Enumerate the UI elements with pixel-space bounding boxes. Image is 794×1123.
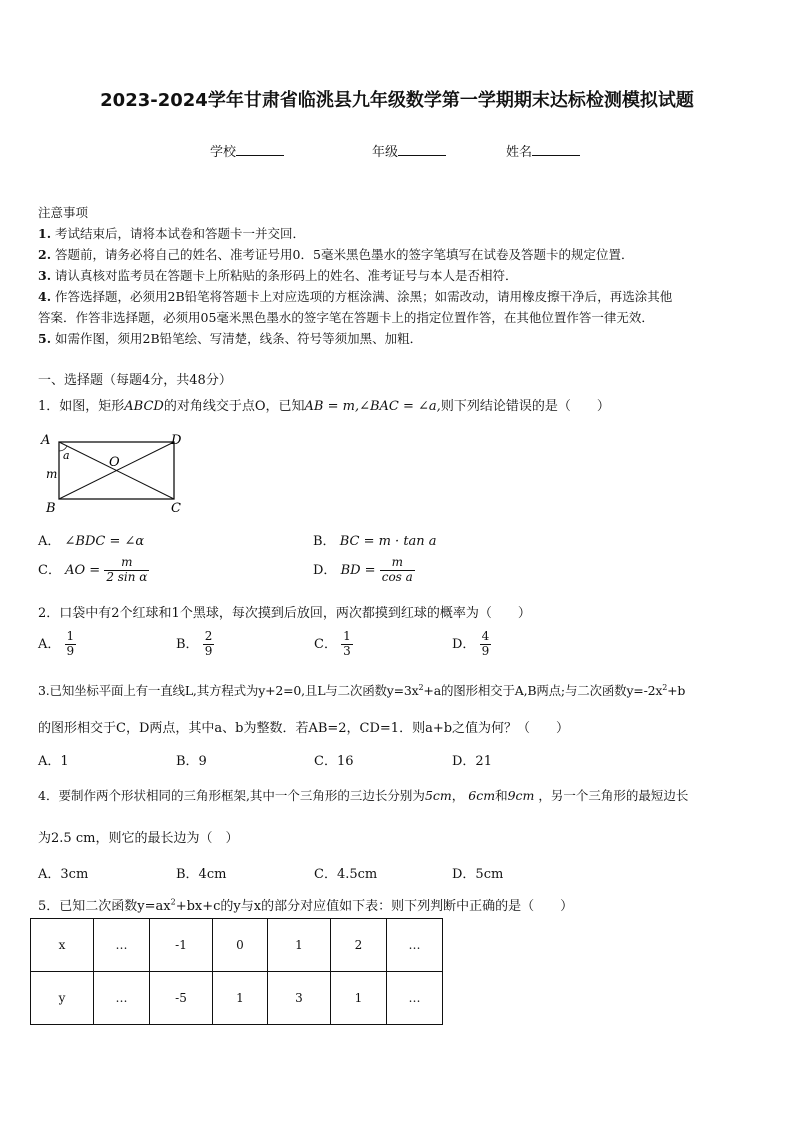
q5-text: +bx+c的y与x的部分对应值如下表：则下列判断中正确的是（ ） [175,899,574,914]
option-label: B． [313,534,336,549]
option-label: C． [314,636,337,652]
q1-text-c: 则下列结论错误的是（ ） [440,399,610,414]
q2-option-c[interactable] [314,630,353,659]
option-label: D． [452,636,476,652]
option-label: C． [38,562,61,578]
name-label: 姓名 [506,145,533,160]
denominator: 9 [66,643,75,658]
table-cell: x [31,919,94,972]
q3-text: +a的图形相交于A,B两点;与二次函数y=-2x [423,683,663,698]
table-cell: … [387,919,443,972]
q3-option-a[interactable]: A．1 [38,754,69,769]
school-field [210,141,284,160]
note-item [38,266,518,284]
q4-text: 4．要制作两个形状相同的三角形框架,其中一个三角形的三边长分别为 [38,788,425,803]
q4-option-d[interactable]: D．5cm [452,867,504,882]
side-length: 5cm [424,788,452,803]
question-4-line-1 [38,786,688,804]
table-cell: 2 [331,919,387,972]
fraction [203,630,215,659]
school-blank[interactable] [236,143,284,156]
grade-label: 年级 [372,145,399,160]
fraction [480,630,492,659]
table-cell: … [94,919,150,972]
question-1 [38,395,610,414]
grade-blank[interactable] [398,143,446,156]
numerator: 1 [66,629,75,643]
denominator: 9 [204,643,213,658]
fraction [104,556,149,585]
table-cell: -5 [150,972,213,1025]
table-row [31,919,443,972]
superscript: 2 [170,897,176,907]
note-number: 5. [38,331,52,346]
label-b: B [46,501,56,516]
denominator: 2 sin α [106,569,148,584]
grade-field [372,141,446,160]
option-label: A． [38,636,61,652]
q5-text: 5．已知二次函数y=ax [38,899,171,914]
label-alpha: a [63,449,70,462]
note-text: 答题前，请务必将自己的姓名、准考证号用0．5毫米黑色墨水的签字笔填写在试卷及答题卡的规定位置． [55,247,634,262]
q2-option-a[interactable] [38,630,76,659]
question-3-line-2: 的图形相交于C，D两点，其中a、b为整数．若AB=2，CD=1．则a+b之值为何？（ ） [38,721,570,736]
q4-option-c[interactable]: C．4.5cm [314,867,378,882]
table-cell: -1 [150,919,213,972]
option-lhs: BD = [340,562,376,578]
q4-text: 和 [495,788,508,803]
fraction [65,630,77,659]
note-text: 请认真核对监考员在答题卡上所粘贴的条形码上的姓名、准考证号与本人是否相符． [55,268,518,283]
side-length: 9cm [507,788,535,803]
fraction [341,630,353,659]
option-label: A． [38,534,61,549]
q1-text-a: 如图，矩形 [59,399,125,414]
question-2: 2．口袋中有2个红球和1个黑球，每次摸到后放回，两次都摸到红球的概率为（ ） [38,606,531,621]
side-length: 6cm [468,788,496,803]
denominator: 3 [343,643,351,658]
question-4-line-2 [38,827,238,846]
question-5 [38,895,573,914]
numerator: 4 [481,629,490,643]
numerator: 2 [204,629,213,643]
value-table [30,918,443,1025]
q3-text: 3.已知坐标平面上有一直线L,其方程式为y+2=0,且L与二次函数y=3x [38,683,419,698]
label-a: A [41,433,51,448]
q1-number: 1． [38,399,60,414]
q4-text: 为 [38,831,52,846]
option-label: D． [313,562,337,578]
q1-option-d[interactable] [313,556,415,585]
label-m: m [46,467,58,481]
section-heading: 一、选择题（每题4分，共48分） [38,373,232,388]
table-row [31,972,443,1025]
q1-option-a[interactable] [38,530,144,549]
option-lhs: AO = [65,562,101,578]
q4-text: ，则它的最长边为（ ） [95,831,239,846]
note-item [38,329,422,347]
option-text: BC = m · tan a [339,534,437,549]
note-item [38,245,633,263]
table-cell: 1 [331,972,387,1025]
q1-rect-name: ABCD [124,399,164,414]
denominator: cos a [381,569,413,584]
note-text: 如需作图，须用2B铅笔绘、写清楚，线条、符号等须加黑、加粗． [55,331,423,346]
q2-option-b[interactable] [176,630,214,659]
q1-option-c[interactable] [38,556,149,585]
note-item [38,224,305,242]
table-cell: y [31,972,94,1025]
denominator: 9 [481,643,490,658]
fraction [380,556,415,585]
note-item [38,287,672,305]
label-d: D [171,433,182,448]
q4-option-a[interactable]: A．3cm [38,867,89,882]
note-text: 作答选择题，必须用2B铅笔将答题卡上对应选项的方框涂满、涂黑；如需改动，请用橡皮擦干净后，再选涂其他 [55,289,673,304]
q4-text: ， [451,788,465,803]
side-length: 2.5 cm [51,831,96,846]
superscript: 2 [418,682,424,692]
q2-option-d[interactable] [452,630,491,659]
q4-text: ，另一个三角形的最短边长 [538,788,689,803]
note-number: 3. [38,268,52,283]
q4-option-b[interactable]: B．4cm [176,867,227,882]
numerator: m [380,556,415,571]
q1-condition: AB = m,∠BAC = ∠a, [304,399,441,414]
option-text: ∠BDC = ∠α [64,534,145,549]
numerator: 1 [343,629,351,643]
label-c: C [171,501,181,516]
note-number: 4. [38,289,52,304]
table-cell: 1 [213,972,268,1025]
table-cell: 0 [213,919,268,972]
q3-option-b[interactable]: B．9 [176,754,207,769]
name-field [506,141,580,160]
q1-text-b: 的对角线交于点O，已知 [163,399,305,414]
note-number: 2. [38,247,52,262]
school-label: 学校 [210,145,237,160]
table-cell: 3 [268,972,331,1025]
note-text-continued: 答案．作答非选择题，必须用05毫米黑色墨水的签字笔在答题卡上的指定位置作答，在其他位置作答一律无效． [38,310,654,325]
question-3-line-1 [38,681,685,699]
table-cell: … [387,972,443,1025]
note-text: 考试结束后，请将本试卷和答题卡一并交回． [55,226,306,241]
option-label: B． [176,636,199,652]
numerator: m [104,556,149,571]
superscript: 2 [662,682,668,692]
table-cell: 1 [268,919,331,972]
q1-option-b[interactable] [313,530,437,549]
q1-rectangle-figure [34,430,194,520]
q3-text: +b [667,683,686,698]
page-title: 2023-2024学年甘肃省临洮县九年级数学第一学期期末达标检测模拟试题 [100,90,694,111]
note-number: 1. [38,226,52,241]
name-blank[interactable] [532,143,580,156]
label-o: O [109,455,120,470]
notes-heading: 注意事项 [38,205,89,220]
q3-option-d[interactable]: D．21 [452,754,492,769]
q3-option-c[interactable]: C．16 [314,754,354,769]
table-cell: … [94,972,150,1025]
